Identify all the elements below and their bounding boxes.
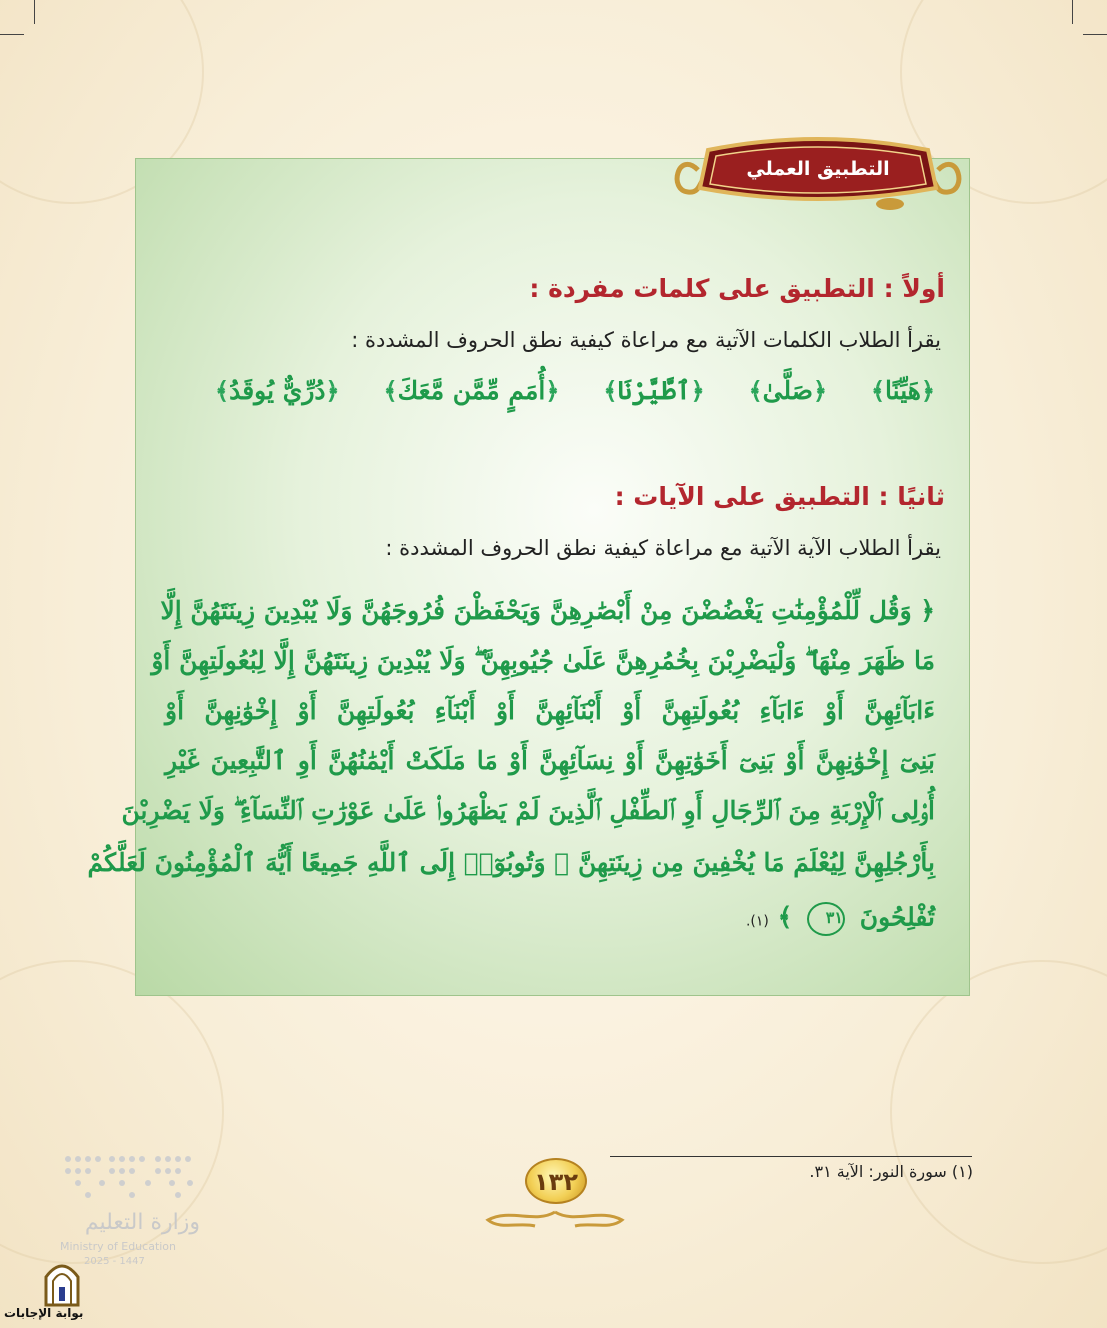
verse-line: تُفْلِحُونَ: [859, 902, 935, 932]
section1-heading: أولاً : التطبيق على كلمات مفردة :: [529, 274, 945, 303]
page-flourish-icon: [480, 1204, 630, 1232]
section2-heading: ثانيًا : التطبيق على الآيات :: [614, 482, 945, 511]
practice-word: ﴿ٱطَّيَّرْنَا﴾: [603, 376, 705, 405]
ministry-name-english: Ministry of Education: [60, 1240, 177, 1253]
verse-line: بِأَرْجُلِهِنَّ لِيُعْلَمَ مَا يُخْفِينَ مِن زِينَتِهِنَّ ۚ وَتُوبُوٓا۟ إِلَى ٱللَّهِ جَمِيعًا أَيُّهَ ٱلْمُؤْمِنُونَ لَعَلَّكُمْ: [87, 848, 935, 877]
verse-line: ءَابَآئِهِنَّ أَوْ ءَابَآءِ بُعُولَتِهِنَّ أَوْ أَبْنَآئِهِنَّ أَوْ أَبْنَآءِ بُعُولَتِهِنَّ أَوْ إِخْوَٰنِهِنَّ أَوْ: [165, 696, 935, 725]
verse-last-line: [165, 902, 935, 936]
banner-title: التطبيق العملي: [746, 158, 890, 180]
crop-mark: [1083, 34, 1107, 35]
footnote-reference: (١).: [745, 913, 769, 930]
ministry-year: 2025 - 1447: [84, 1256, 145, 1267]
verse-line: ﴿ وَقُل لِّلْمُؤْمِنَٰتِ يَغْضُضْنَ مِنْ أَبْصَٰرِهِنَّ وَيَحْفَظْنَ فُرُوجَهُنَّ وَلَا يُبْدِينَ زِينَتَهُنَّ إِلَّا: [160, 596, 935, 625]
practice-word: ﴿هَيِّنًا﴾: [870, 376, 935, 405]
verse-closing-bracket: ﴾: [777, 902, 793, 932]
practice-word: ﴿دُرِّيٌّ يُوقَدُ﴾: [215, 376, 340, 405]
crop-mark: [34, 0, 35, 24]
page-number: ١٣٢: [525, 1158, 587, 1204]
section2-instruction: يقرأ الطلاب الآية الآتية مع مراعاة كيفية نطق الحروف المشددة :: [385, 536, 941, 560]
portal-label: بوابة الإجابات: [4, 1306, 84, 1320]
ayah-number: ٣١: [807, 902, 845, 936]
practice-word: ﴿صَلَّىٰ﴾: [748, 376, 828, 405]
verse-line: مَا ظَهَرَ مِنْهَا ۖ وَلْيَضْرِبْنَ بِخُمُرِهِنَّ عَلَىٰ جُيُوبِهِنَّ ۖ وَلَا يُبْدِينَ زِينَتَهُنَّ إِلَّا لِبُعُولَتِهِنَّ أَوْ: [151, 646, 935, 675]
ministry-logo-icon: [62, 1153, 198, 1201]
verse-line: أُو۟لِى ٱلْإِرْبَةِ مِنَ ٱلرِّجَالِ أَوِ ٱلطِّفْلِ ٱلَّذِينَ لَمْ يَظْهَرُوا۟ عَلَىٰ عَوْرَٰتِ ٱلنِّسَآءِ ۖ وَلَا يَضْرِبْنَ: [121, 796, 935, 825]
section-banner: [668, 130, 968, 212]
portal-logo-icon: [40, 1255, 84, 1307]
verse-line: بَنِىٓ إِخْوَٰنِهِنَّ أَوْ بَنِىٓ أَخَوَٰتِهِنَّ أَوْ نِسَآئِهِنَّ أَوْ مَا مَلَكَتْ أَيْمَٰنُهُنَّ أَوِ ٱلتَّٰبِعِينَ غَيْرِ: [165, 746, 935, 775]
section1-instruction: يقرأ الطلاب الكلمات الآتية مع مراعاة كيفية نطق الحروف المشددة :: [351, 328, 941, 352]
words-row: [215, 376, 935, 405]
ministry-name-arabic: وزارة التعليم: [84, 1210, 200, 1235]
practice-word: ﴿أُمَمٍ مِّمَّن مَّعَكَ﴾: [383, 376, 560, 405]
crop-mark: [0, 34, 24, 35]
crop-mark: [1072, 0, 1073, 24]
footnote-divider: [610, 1156, 972, 1157]
footnote: (١) سورة النور: الآية ٣١.: [809, 1162, 973, 1181]
